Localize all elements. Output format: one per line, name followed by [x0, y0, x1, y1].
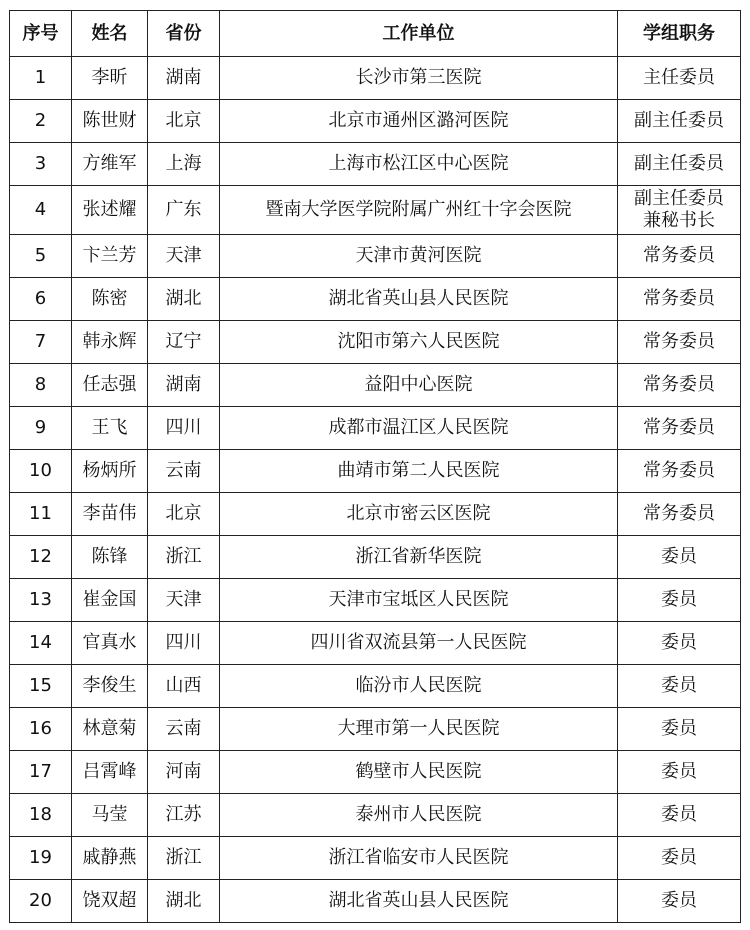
role-text-secondary: 兼秘书长 — [643, 210, 715, 231]
cell-province: 上海 — [148, 143, 220, 186]
table-row — [10, 837, 741, 880]
table-row — [10, 57, 741, 100]
cell-role — [618, 57, 741, 100]
table-row — [10, 880, 741, 923]
cell-unit: 泰州市人民医院 — [220, 794, 618, 837]
role-text: 委员 — [661, 675, 697, 696]
role-text: 常务委员 — [643, 374, 715, 395]
table-row — [10, 235, 741, 278]
cell-no: 16 — [10, 708, 72, 751]
cell-unit: 鹤壁市人民医院 — [220, 751, 618, 794]
cell-no: 3 — [10, 143, 72, 186]
cell-unit: 沈阳市第六人民医院 — [220, 321, 618, 364]
cell-name: 任志强 — [72, 364, 148, 407]
cell-unit: 浙江省临安市人民医院 — [220, 837, 618, 880]
cell-name: 方维军 — [72, 143, 148, 186]
role-text: 委员 — [661, 804, 697, 825]
table-row — [10, 278, 741, 321]
cell-unit: 浙江省新华医院 — [220, 536, 618, 579]
cell-province: 湖北 — [148, 880, 220, 923]
cell-role — [618, 708, 741, 751]
cell-name: 官真水 — [72, 622, 148, 665]
cell-role — [618, 837, 741, 880]
role-text: 委员 — [661, 632, 697, 653]
cell-no: 14 — [10, 622, 72, 665]
cell-province: 云南 — [148, 450, 220, 493]
cell-role — [618, 321, 741, 364]
cell-name: 张述耀 — [72, 186, 148, 235]
cell-name: 陈世财 — [72, 100, 148, 143]
cell-role — [618, 186, 741, 235]
cell-unit: 四川省双流县第一人民医院 — [220, 622, 618, 665]
cell-role — [618, 143, 741, 186]
table-row — [10, 186, 741, 235]
cell-no: 11 — [10, 493, 72, 536]
cell-name: 陈密 — [72, 278, 148, 321]
cell-name: 马莹 — [72, 794, 148, 837]
table-row — [10, 143, 741, 186]
role-text: 委员 — [661, 890, 697, 911]
cell-province: 四川 — [148, 622, 220, 665]
cell-role — [618, 665, 741, 708]
cell-no: 9 — [10, 407, 72, 450]
table-row — [10, 364, 741, 407]
table-row — [10, 407, 741, 450]
table-header — [10, 11, 741, 57]
cell-role — [618, 100, 741, 143]
table-row — [10, 665, 741, 708]
cell-name: 陈锋 — [72, 536, 148, 579]
role-text: 副主任委员 — [634, 153, 724, 174]
cell-province: 辽宁 — [148, 321, 220, 364]
cell-role — [618, 579, 741, 622]
cell-no: 5 — [10, 235, 72, 278]
cell-role — [618, 493, 741, 536]
role-text: 常务委员 — [643, 331, 715, 352]
cell-name: 李苗伟 — [72, 493, 148, 536]
table-row — [10, 579, 741, 622]
table-row — [10, 321, 741, 364]
role-text: 委员 — [661, 761, 697, 782]
cell-unit: 曲靖市第二人民医院 — [220, 450, 618, 493]
cell-no: 17 — [10, 751, 72, 794]
cell-role — [618, 364, 741, 407]
role-text: 常务委员 — [643, 288, 715, 309]
cell-role — [618, 751, 741, 794]
cell-no: 20 — [10, 880, 72, 923]
cell-province: 广东 — [148, 186, 220, 235]
table-row — [10, 536, 741, 579]
role-text: 委员 — [661, 847, 697, 868]
cell-unit: 天津市黄河医院 — [220, 235, 618, 278]
cell-province: 河南 — [148, 751, 220, 794]
header-unit: 工作单位 — [220, 11, 618, 57]
role-text: 委员 — [661, 546, 697, 567]
cell-province: 江苏 — [148, 794, 220, 837]
cell-name: 林意菊 — [72, 708, 148, 751]
table-row — [10, 100, 741, 143]
cell-name: 饶双超 — [72, 880, 148, 923]
cell-role — [618, 880, 741, 923]
table-body — [10, 57, 741, 923]
cell-unit: 大理市第一人民医院 — [220, 708, 618, 751]
cell-role — [618, 407, 741, 450]
cell-role — [618, 536, 741, 579]
table-row — [10, 622, 741, 665]
cell-no: 4 — [10, 186, 72, 235]
cell-unit: 湖北省英山县人民医院 — [220, 880, 618, 923]
cell-role — [618, 794, 741, 837]
cell-unit: 临汾市人民医院 — [220, 665, 618, 708]
cell-no: 12 — [10, 536, 72, 579]
cell-role — [618, 278, 741, 321]
cell-no: 8 — [10, 364, 72, 407]
cell-province: 湖南 — [148, 364, 220, 407]
cell-no: 1 — [10, 57, 72, 100]
cell-name: 卞兰芳 — [72, 235, 148, 278]
role-text: 常务委员 — [643, 245, 715, 266]
cell-unit: 北京市通州区潞河医院 — [220, 100, 618, 143]
header-province: 省份 — [148, 11, 220, 57]
cell-province: 云南 — [148, 708, 220, 751]
cell-province: 天津 — [148, 579, 220, 622]
cell-no: 18 — [10, 794, 72, 837]
cell-province: 天津 — [148, 235, 220, 278]
cell-no: 2 — [10, 100, 72, 143]
cell-province: 北京 — [148, 493, 220, 536]
table-row — [10, 450, 741, 493]
cell-no: 15 — [10, 665, 72, 708]
cell-role — [618, 235, 741, 278]
cell-name: 崔金国 — [72, 579, 148, 622]
cell-name: 杨炳所 — [72, 450, 148, 493]
table-row — [10, 708, 741, 751]
role-text: 主任委员 — [643, 67, 715, 88]
table-row — [10, 751, 741, 794]
cell-unit: 长沙市第三医院 — [220, 57, 618, 100]
header-role: 学组职务 — [618, 11, 741, 57]
cell-name: 吕霄峰 — [72, 751, 148, 794]
cell-name: 王飞 — [72, 407, 148, 450]
cell-name: 戚静燕 — [72, 837, 148, 880]
table-row — [10, 493, 741, 536]
role-text: 常务委员 — [643, 503, 715, 524]
cell-no: 19 — [10, 837, 72, 880]
role-text: 副主任委员 — [634, 110, 724, 131]
cell-unit: 湖北省英山县人民医院 — [220, 278, 618, 321]
role-text: 常务委员 — [643, 460, 715, 481]
cell-unit: 天津市宝坻区人民医院 — [220, 579, 618, 622]
cell-unit: 暨南大学医学院附属广州红十字会医院 — [220, 186, 618, 235]
cell-province: 浙江 — [148, 837, 220, 880]
cell-province: 四川 — [148, 407, 220, 450]
header-no: 序号 — [10, 11, 72, 57]
cell-unit: 益阳中心医院 — [220, 364, 618, 407]
cell-name: 李昕 — [72, 57, 148, 100]
cell-name: 李俊生 — [72, 665, 148, 708]
cell-no: 7 — [10, 321, 72, 364]
table-row — [10, 794, 741, 837]
header-row — [10, 11, 741, 57]
cell-province: 湖南 — [148, 57, 220, 100]
role-text: 委员 — [661, 589, 697, 610]
cell-province: 湖北 — [148, 278, 220, 321]
cell-no: 6 — [10, 278, 72, 321]
cell-province: 北京 — [148, 100, 220, 143]
cell-role — [618, 450, 741, 493]
role-text: 常务委员 — [643, 417, 715, 438]
cell-unit: 成都市温江区人民医院 — [220, 407, 618, 450]
role-text: 副主任委员 — [634, 188, 724, 209]
role-text: 委员 — [661, 718, 697, 739]
member-table — [9, 10, 741, 923]
cell-province: 浙江 — [148, 536, 220, 579]
header-name: 姓名 — [72, 11, 148, 57]
cell-no: 13 — [10, 579, 72, 622]
cell-unit: 北京市密云区医院 — [220, 493, 618, 536]
cell-role — [618, 622, 741, 665]
cell-unit: 上海市松江区中心医院 — [220, 143, 618, 186]
cell-name: 韩永辉 — [72, 321, 148, 364]
cell-province: 山西 — [148, 665, 220, 708]
cell-no: 10 — [10, 450, 72, 493]
